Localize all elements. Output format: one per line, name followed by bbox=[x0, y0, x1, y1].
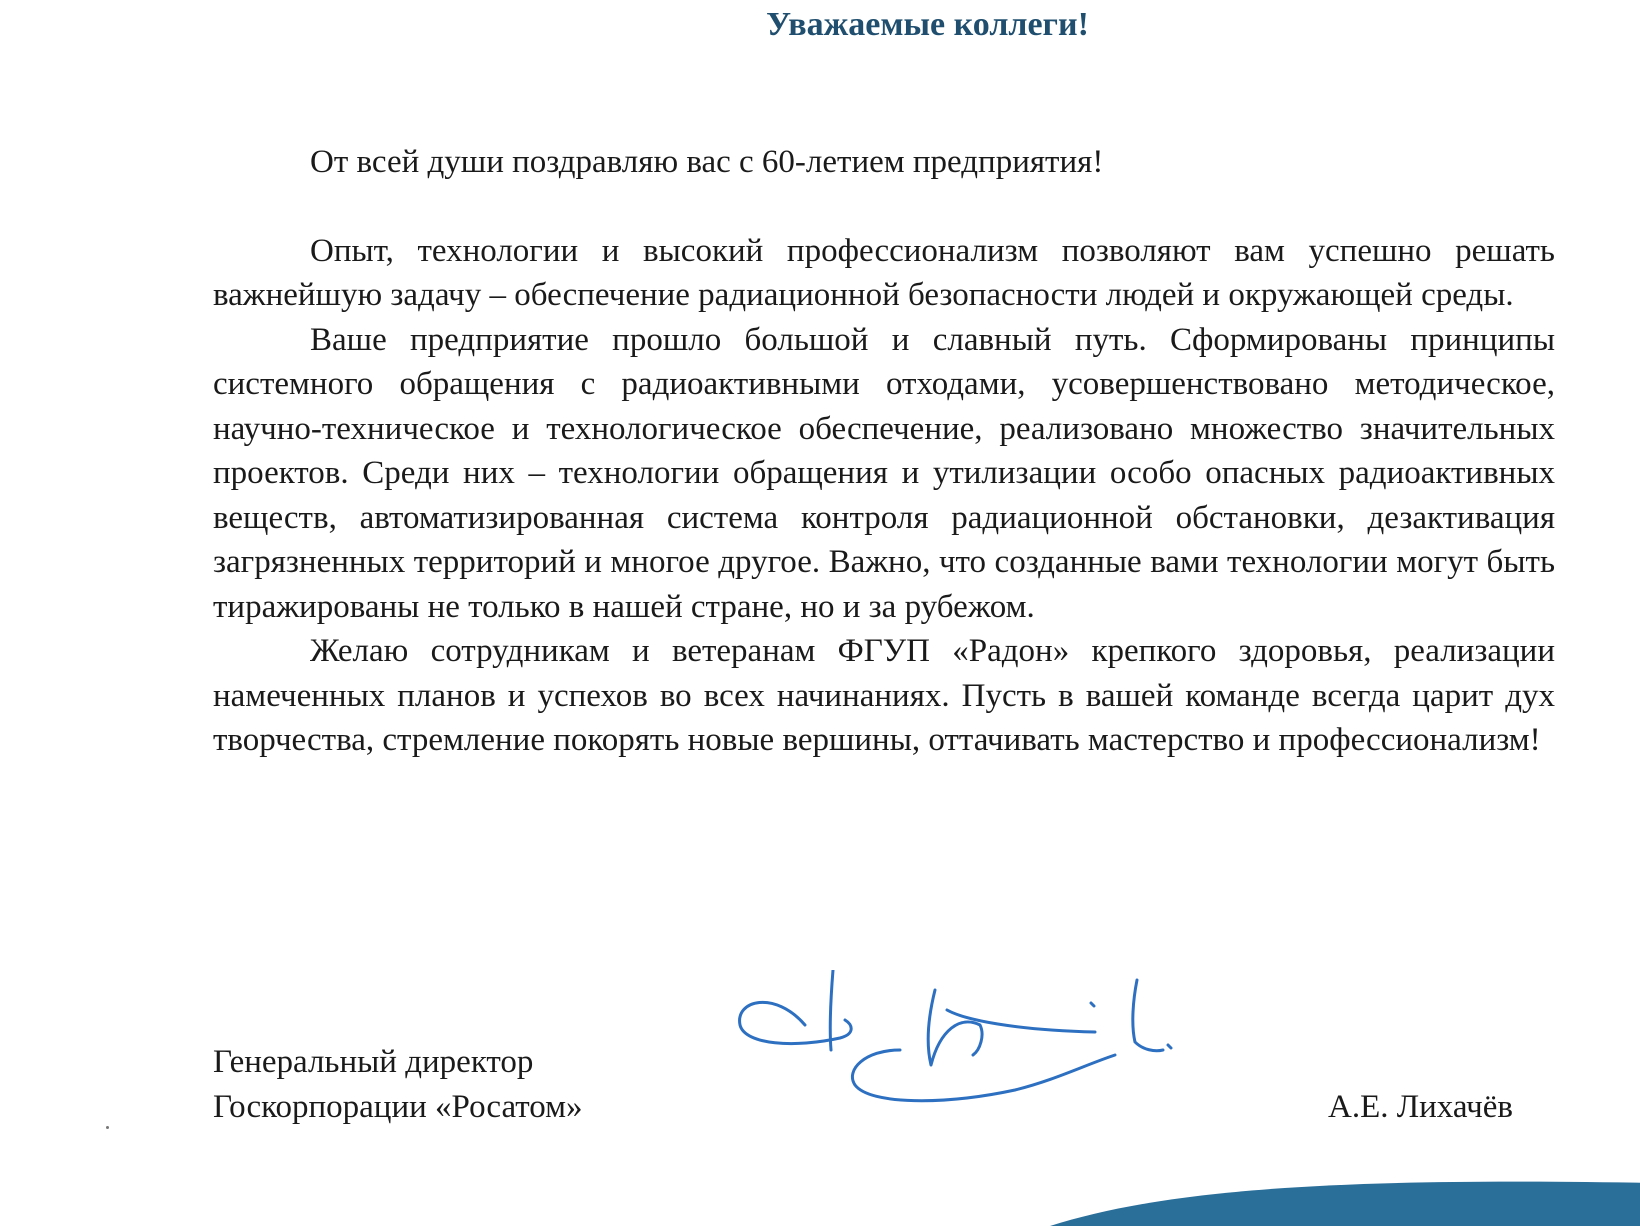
signer-name: А.Е. Лихачёв bbox=[1328, 1089, 1513, 1125]
paragraph-wishes: Желаю сотрудникам и ветеранам ФГУП «Радон» крепкого здоровья, реализации намеченных планов и успехов во всех начинаниях. Пусть в вашей команде всегда царит дух творчества, стремление покорять новые вершины, оттачивать мастерство и профессионализм! bbox=[213, 633, 1555, 758]
paragraph-history: Ваше предприятие прошло большой и славный путь. Сформированы принципы системного обращения с радиоактивными отходами, усовершенствовано методическое, научно-техническое и технологическое обеспечение, реализовано множество значительных проектов. Среди них – технологии обращения и утилизации особо опасных радиоактивных веществ, автоматизированная система контроля радиационной обстановки, дезактивация загрязненных территорий и многое другое. Важно, что созданные вами технологии могут быть тиражированы не только в нашей стране, но и за рубежом. bbox=[213, 321, 1555, 625]
signatory-position bbox=[213, 1040, 582, 1130]
greeting-paragraph: От всей души поздравляю вас с 60-летием предприятия! bbox=[310, 144, 1104, 180]
signatory-title: Генеральный директор bbox=[213, 1044, 534, 1080]
handwritten-signature bbox=[735, 970, 1255, 1110]
letter-body bbox=[213, 140, 1555, 763]
decorative-wave-band bbox=[1050, 1166, 1640, 1226]
paragraph-experience: Опыт, технологии и высокий профессионализм позволяют вам успешно решать важнейшую задачу – обеспечение радиационной безопасности людей и окружающей среды. bbox=[213, 232, 1555, 313]
scan-speck bbox=[106, 1126, 109, 1129]
signatory-organization: Госкорпорации «Росатом» bbox=[213, 1089, 583, 1125]
salutation-heading: Уважаемые коллеги! bbox=[766, 6, 1089, 43]
